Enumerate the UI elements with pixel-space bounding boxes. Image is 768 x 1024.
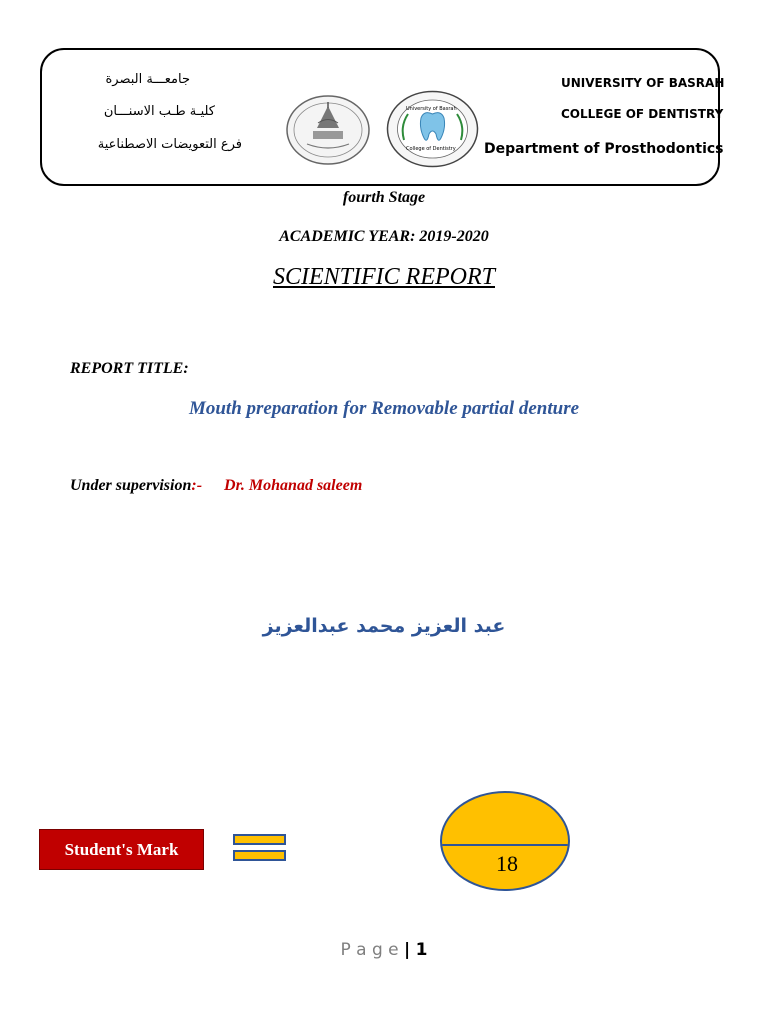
- equals-bottom-bar: [233, 850, 286, 861]
- english-college-name: COLLEGE OF DENTISTRY: [561, 107, 724, 121]
- page-footer: [0, 940, 768, 960]
- supervision-line: [70, 477, 362, 495]
- equals-top-bar: [233, 834, 286, 845]
- page-number: 1: [415, 940, 428, 960]
- report-title: Mouth preparation for Removable partial denture: [188, 398, 580, 419]
- logo-college-text: College of Dentistry: [406, 146, 456, 152]
- supervisor-name: Dr. Mohanad saleem: [224, 477, 363, 494]
- academic-year: ACADEMIC YEAR: 2019-2020: [279, 228, 489, 245]
- report-heading: SCIENTIFIC REPORT: [273, 264, 495, 290]
- supervision-label: Under supervision: [70, 477, 192, 494]
- page-separator: |: [404, 940, 411, 960]
- english-university-name: UNIVERSITY OF BASRAH: [561, 76, 725, 90]
- arabic-university-name: جامعـــة البصرة: [105, 72, 190, 87]
- arabic-college-name: كليـة طـب الاسنـــان: [103, 104, 215, 119]
- mark-circle-divider: [442, 844, 570, 846]
- college-dentistry-logo: [386, 90, 479, 168]
- student-mark-box: Student's Mark: [39, 829, 204, 870]
- supervision-separator: :-: [191, 477, 203, 494]
- mark-value: 18: [496, 851, 518, 876]
- report-title-label: REPORT TITLE:: [70, 360, 189, 377]
- stage-label: fourth Stage: [342, 189, 426, 206]
- mark-circle: [440, 791, 570, 891]
- arabic-department-name: فرع التعويضات الاصطناعية: [97, 137, 242, 152]
- student-name: عبد العزيز محمد عبدالعزيز: [262, 615, 506, 637]
- page-word: P a g e: [340, 940, 399, 960]
- logo-university-text: University of Basrah: [406, 106, 457, 112]
- english-department-name: Department of Prosthodontics: [484, 141, 724, 157]
- university-seal-logo: [285, 94, 371, 166]
